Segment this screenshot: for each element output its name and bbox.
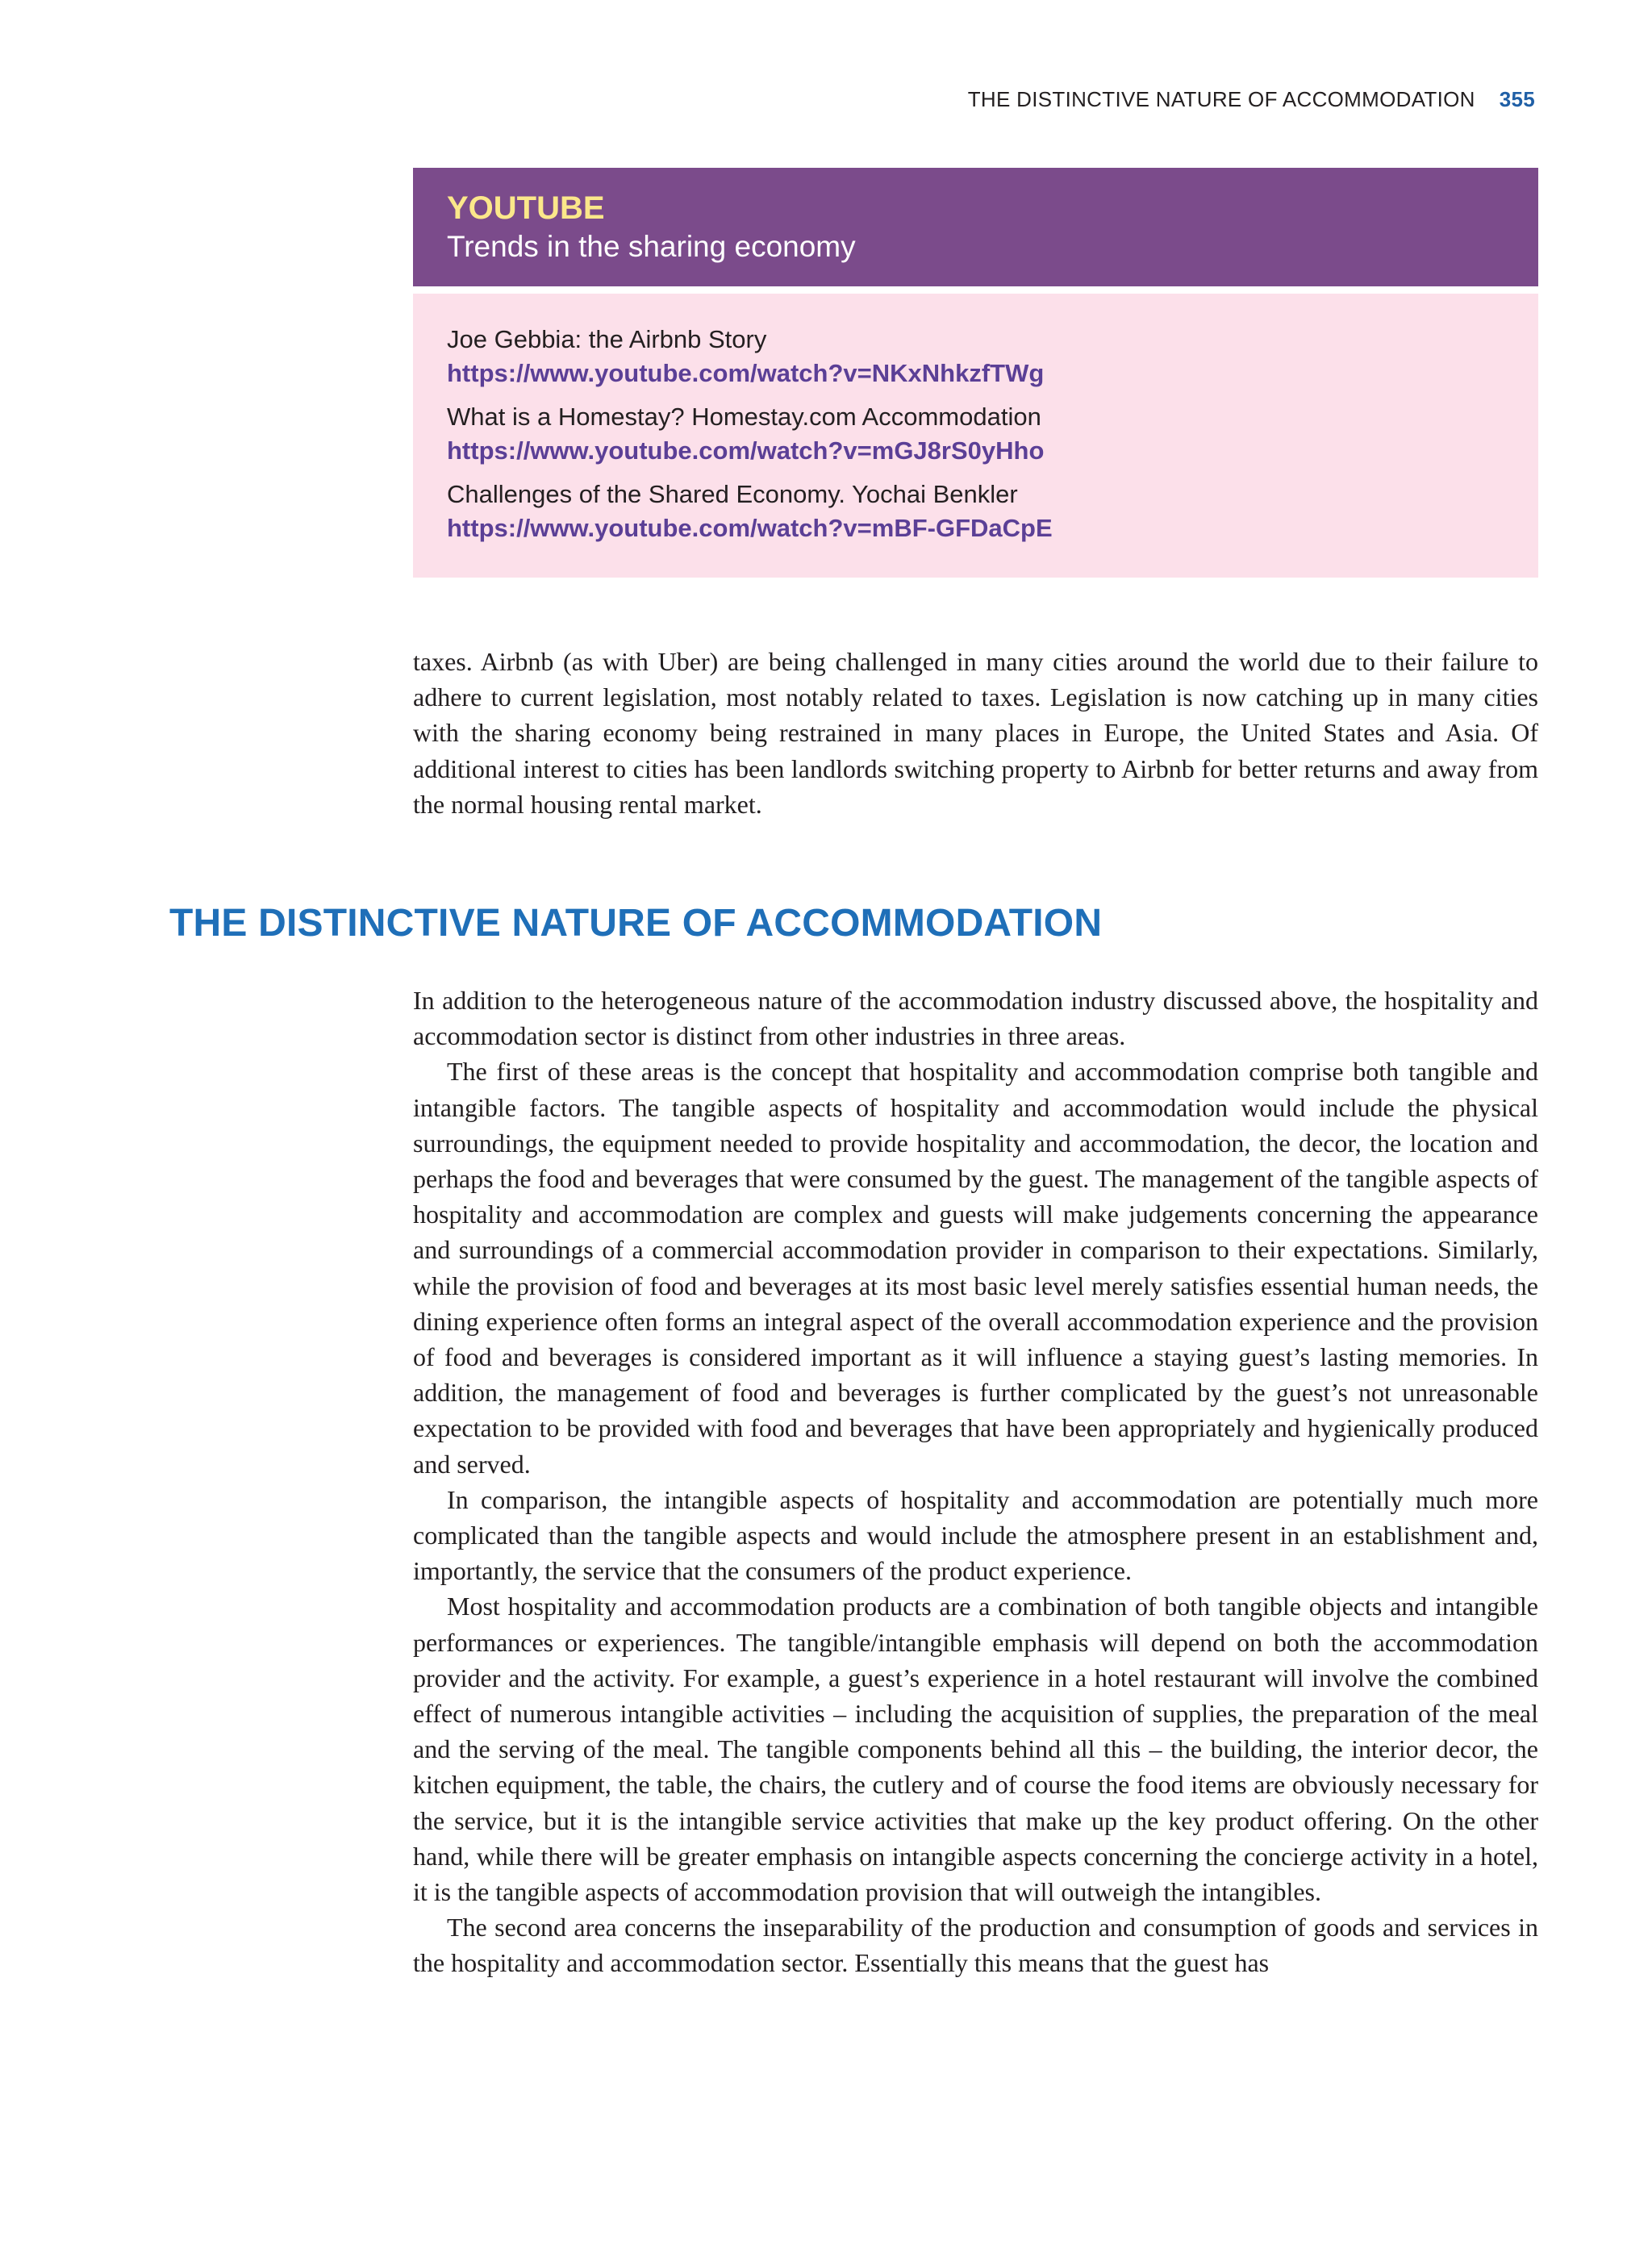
video-item xyxy=(447,323,1538,390)
youtube-box xyxy=(413,168,1538,578)
body-paragraph: In addition to the heterogeneous nature of the accommodation industry discussed above, the hospitality and accommodation sector is distinct from other industries in three areas. xyxy=(413,986,1538,1051)
body-paragraph: The first of these areas is the concept that hospitality and accommodation comprise both tangible and intangible factors. The tangible aspects of hospitality and accommodation would include the physical surroundings, the equipment needed to provide hospitality and accommodation, the decor, the location and perhaps the food and beverages that were consumed by the guest. The management of the tangible aspects of hospitality and accommodation are complex and guests will make judgements concerning the appearance and surroundings of a commercial accommodation provider in comparison to their expectations. Similarly, while the provision of food and beverages at its most basic level merely satisfies essential human needs, the dining experience often forms an integral aspect of the overall accommodation experience and the provision of food and beverages is considered important as it will influence a staying guest’s lasting memories. In addition, the management of food and beverages is further complicated by the guest’s not unreasonable expectation to be provided with food and beverages that have been appropriately and hygienically produced and served. xyxy=(413,1057,1538,1479)
video-item xyxy=(447,400,1538,468)
video-link[interactable]: https://www.youtube.com/watch?v=mBF-GFDaCpE xyxy=(447,514,1053,542)
running-head xyxy=(968,87,1535,112)
page-number: 355 xyxy=(1499,87,1535,111)
video-item xyxy=(447,478,1538,545)
running-head-title: THE DISTINCTIVE NATURE OF ACCOMMODATION xyxy=(967,87,1475,111)
intro-paragraph: taxes. Airbnb (as with Uber) are being challenged in many cities around the world due to their failure to adhere to current legislation, most notably related to taxes. Legislation is now catching up in many cities with the sharing economy being restrained in many places in Europe, the United States and Asia. Of additional interest to cities has been landlords switching property to Airbnb for better returns and away from the normal housing rental market. xyxy=(413,647,1538,819)
youtube-box-header xyxy=(413,168,1538,286)
section-body xyxy=(413,983,1538,1981)
body-paragraph: Most hospitality and accommodation products are a combination of both tangible objects and intangible performances or experiences. The tangible/intangible emphasis will depend on both the accommodation provider and the activity. For example, a guest’s experience in a hotel restaurant will involve the combined effect of numerous intangible activities – including the acquisition of supplies, the preparation of the meal and the serving of the meal. The tangible components behind all this – the building, the interior decor, the kitchen equipment, the table, the chairs, the cutlery and of course the food items are obviously necessary for the service, but it is the intangible service activities that make up the key product offering. On the other hand, while there will be greater emphasis on intangible aspects concerning the concierge activity in a hotel, it is the tangible aspects of accommodation provision that will outweigh the intangibles. xyxy=(413,1592,1538,1907)
section-heading: THE DISTINCTIVE NATURE OF ACCOMMODATION xyxy=(169,902,1103,945)
video-link[interactable]: https://www.youtube.com/watch?v=mGJ8rS0yHho xyxy=(447,436,1045,465)
video-link[interactable]: https://www.youtube.com/watch?v=NKxNhkzfTWg xyxy=(447,359,1045,387)
youtube-box-body xyxy=(413,294,1538,578)
video-title: Joe Gebbia: the Airbnb Story xyxy=(447,325,767,353)
body-paragraph: In comparison, the intangible aspects of hospitality and accommodation are potentially much more complicated than the tangible aspects and would include the atmosphere present in an establishment and, importantly, the service that the consumers of the product experience. xyxy=(413,1484,1538,1586)
video-title: Challenges of the Shared Economy. Yochai Benkler xyxy=(447,480,1018,508)
body-paragraph: The second area concerns the inseparability of the production and consumption of goods and services in the hospitality and accommodation sector. Essentially this means that the guest has xyxy=(413,1913,1538,1978)
youtube-box-label: YOUTUBE xyxy=(447,190,605,226)
intro-text xyxy=(413,644,1538,822)
youtube-box-subtitle: Trends in the sharing economy xyxy=(447,230,856,263)
video-title: What is a Homestay? Homestay.com Accommodation xyxy=(447,403,1041,431)
youtube-box-divider xyxy=(413,286,1538,294)
